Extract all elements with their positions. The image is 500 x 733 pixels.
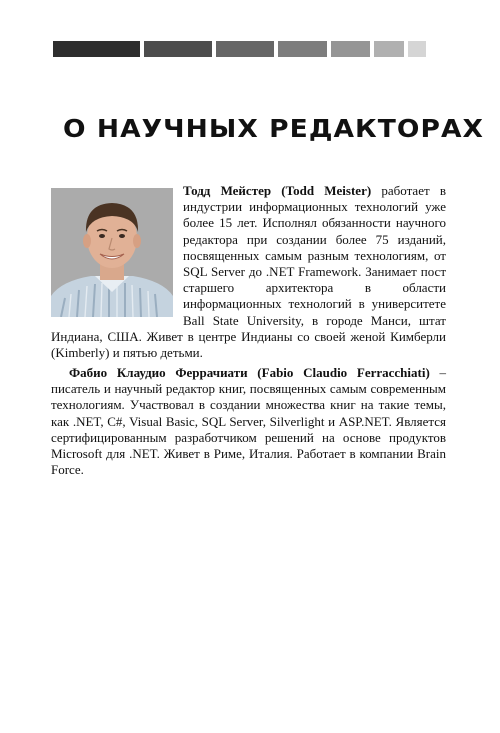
strip-block-7 — [408, 41, 426, 57]
strip-block-3 — [216, 41, 274, 57]
person-portrait-icon — [51, 188, 173, 317]
editor-text: – писатель и научный редактор книг, посвященных самым современным технологиям. Участвовал в создании множества книг на такие темы, как .NET, C#, Visual Basic, SQL Server, Silverlight и ASP.NET. Является сертифицированным разработчиком решений на основе продуктов Microsoft для .NET. Живет в Риме, Италия. Работает в компании Brain Force. — [51, 365, 446, 478]
strip-block-2 — [144, 41, 212, 57]
strip-block-1 — [53, 41, 140, 57]
page-title: О НАУЧНЫХ РЕДАКТОРАХ — [63, 114, 485, 143]
editor-bio-fabio-ferracchiati — [51, 365, 446, 478]
strip-block-5 — [331, 41, 370, 57]
editor-name: Фабио Клаудио Феррачиати (Fabio Claudio Ferracchiati) — [69, 365, 430, 380]
editor-text: работает в индустрии информационных технологий уже более 15 лет. Исполнял обязанности научного редактора при создании более 75 изданий, посвященных самым разным технологиям, от SQL Server до .NET Framework. Занимает пост старшего архитектора в области информационных технологий в университете Ball State University, в городе Манси, штат Индиана, США. Живет в центре Индианы со своей женой Кимберли (Kimberly) и пятью детьми. — [51, 183, 446, 361]
strip-block-4 — [278, 41, 327, 57]
editor-bio-todd-meister — [51, 183, 446, 361]
strip-block-6 — [374, 41, 404, 57]
editor-name: Тодд Мейстер (Todd Meister) — [183, 183, 372, 198]
